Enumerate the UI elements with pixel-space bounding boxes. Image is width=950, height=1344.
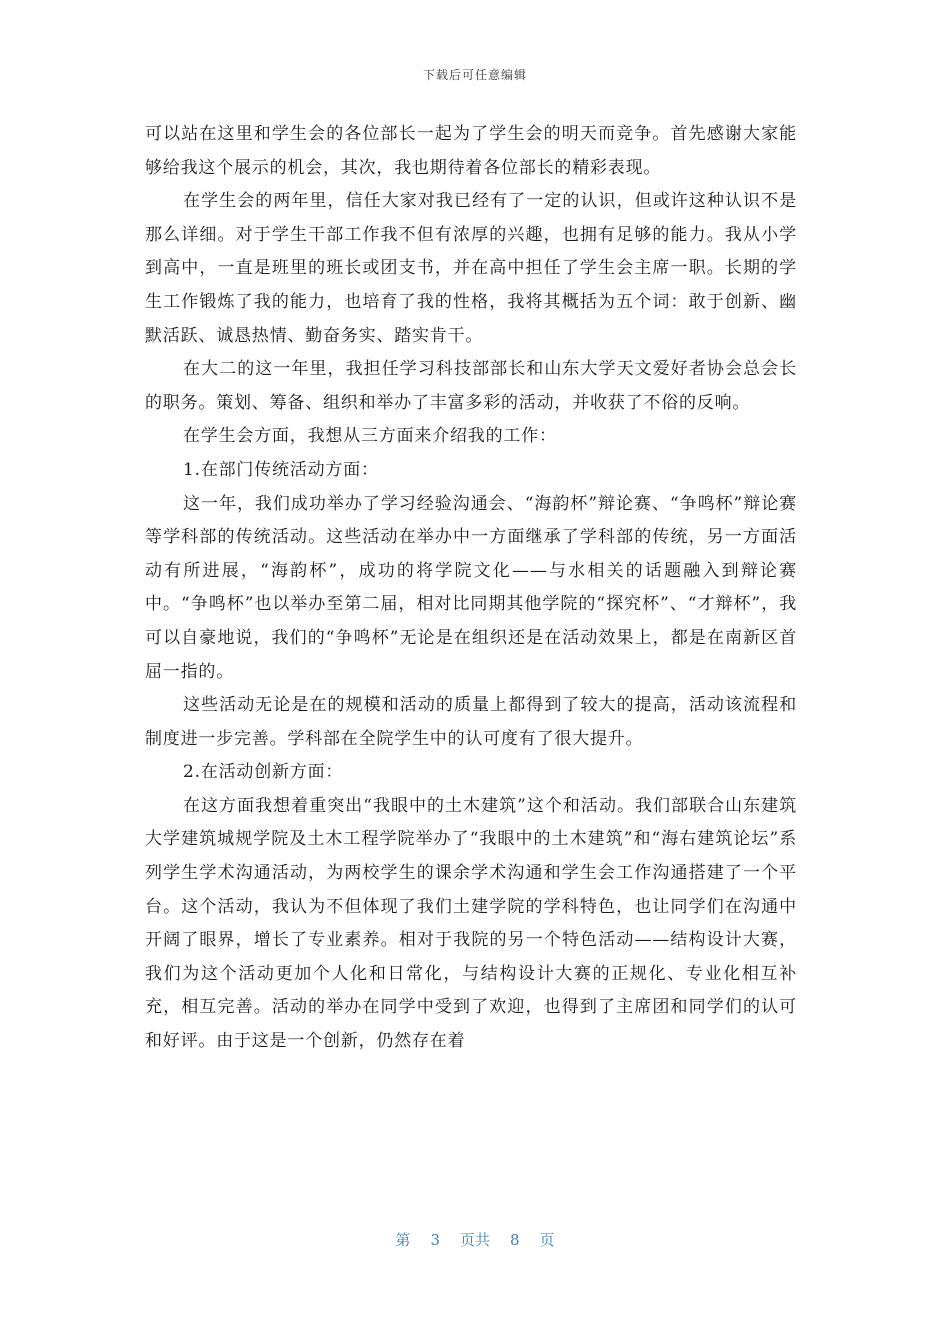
paragraph-continued: 可以站在这里和学生会的各位部长一起为了学生会的明天而竞争。首先感谢大家能够给我这个展示的机会，其次，我也期待着各位部长的精彩表现。 (145, 124, 797, 178)
page-header-note: 下载后可任意编辑 (422, 68, 527, 82)
paragraph-student-union: 在学生会方面，我想从三方面来介绍我的工作： (183, 426, 557, 447)
page-footer (0, 1229, 950, 1250)
section-heading-traditional: 1.在部门传统活动方面： (183, 459, 379, 480)
paragraph-innovation: 在这方面我想着重突出“我眼中的土木建筑”这个和活动。我们部联合山东建筑大学建筑城规学院及土木工程学院举办了“我眼中的土木建筑”和“海右建筑论坛”系列学生学术沟通活动，为两校学生的课余学术沟通和学生会工作沟通搭建了一个平台。这个活动，我认为不但体现了我们土建学院的学科特色，也让同学们在沟通中开阔了眼界，增长了专业素养。相对于我院的另一个特色活动——结构设计大赛，我们为这个活动更加个人化和日常化，与结构设计大赛的正规化、专业化相互补充，相互完善。活动的举办在同学中受到了欢迎，也得到了主席团和同学们的认可和好评。由于这是一个创新，仍然存在着 (145, 795, 797, 1052)
document-body (145, 118, 797, 1059)
footer-prefix: 第 (395, 1231, 411, 1249)
footer-page-number: 3 (430, 1231, 440, 1249)
section-heading-innovation: 2.在活动创新方面： (183, 762, 344, 783)
paragraph-traditional-activities: 这一年，我们成功举办了学习经验沟通会、“海韵杯”辩论赛、“争鸣杯”辩论赛等学科部的传统活动。这些活动在举办中一方面继承了学科部的传统，另一方面活动有所进展，“海韵杯”，成功的将学院文化——与水相关的话题融入到辩论赛中。“争鸣杯”也以举办至第二届，相对比同期其他学院的“探究杯”、“才辩杯”，我可以自豪地说，我们的“争鸣杯”无论是在组织还是在活动效果上，都是在南新区首屈一指的。 (145, 493, 797, 682)
footer-middle: 页共 (459, 1231, 490, 1249)
footer-total-pages: 8 (510, 1231, 520, 1249)
paragraph-introduction: 在学生会的两年里，信任大家对我已经有了一定的认识，但或许这种认识不是那么详细。对于学生干部工作我不但有浓厚的兴趣，也拥有足够的能力。我从小学到高中，一直是班里的班长或团支书，并在高中担任了学生会主席一职。长期的学生工作锻炼了我的能力，也培育了我的性格，我将其概括为五个词：敢于创新、幽默活跃、诚恳热情、勤奋务实、踏实肯干。 (145, 191, 797, 346)
footer-suffix: 页 (539, 1231, 555, 1249)
paragraph-sophomore-year: 在大二的这一年里，我担任学习科技部部长和山东大学天文爱好者协会总会长的职务。策划、筹备、组织和举办了丰富多彩的活动，并收获了不俗的反响。 (145, 359, 797, 413)
paragraph-activity-improvement: 这些活动无论是在的规模和活动的质量上都得到了较大的提高，活动该流程和制度进一步完善。学科部在全院学生中的认可度有了很大提升。 (145, 695, 797, 749)
